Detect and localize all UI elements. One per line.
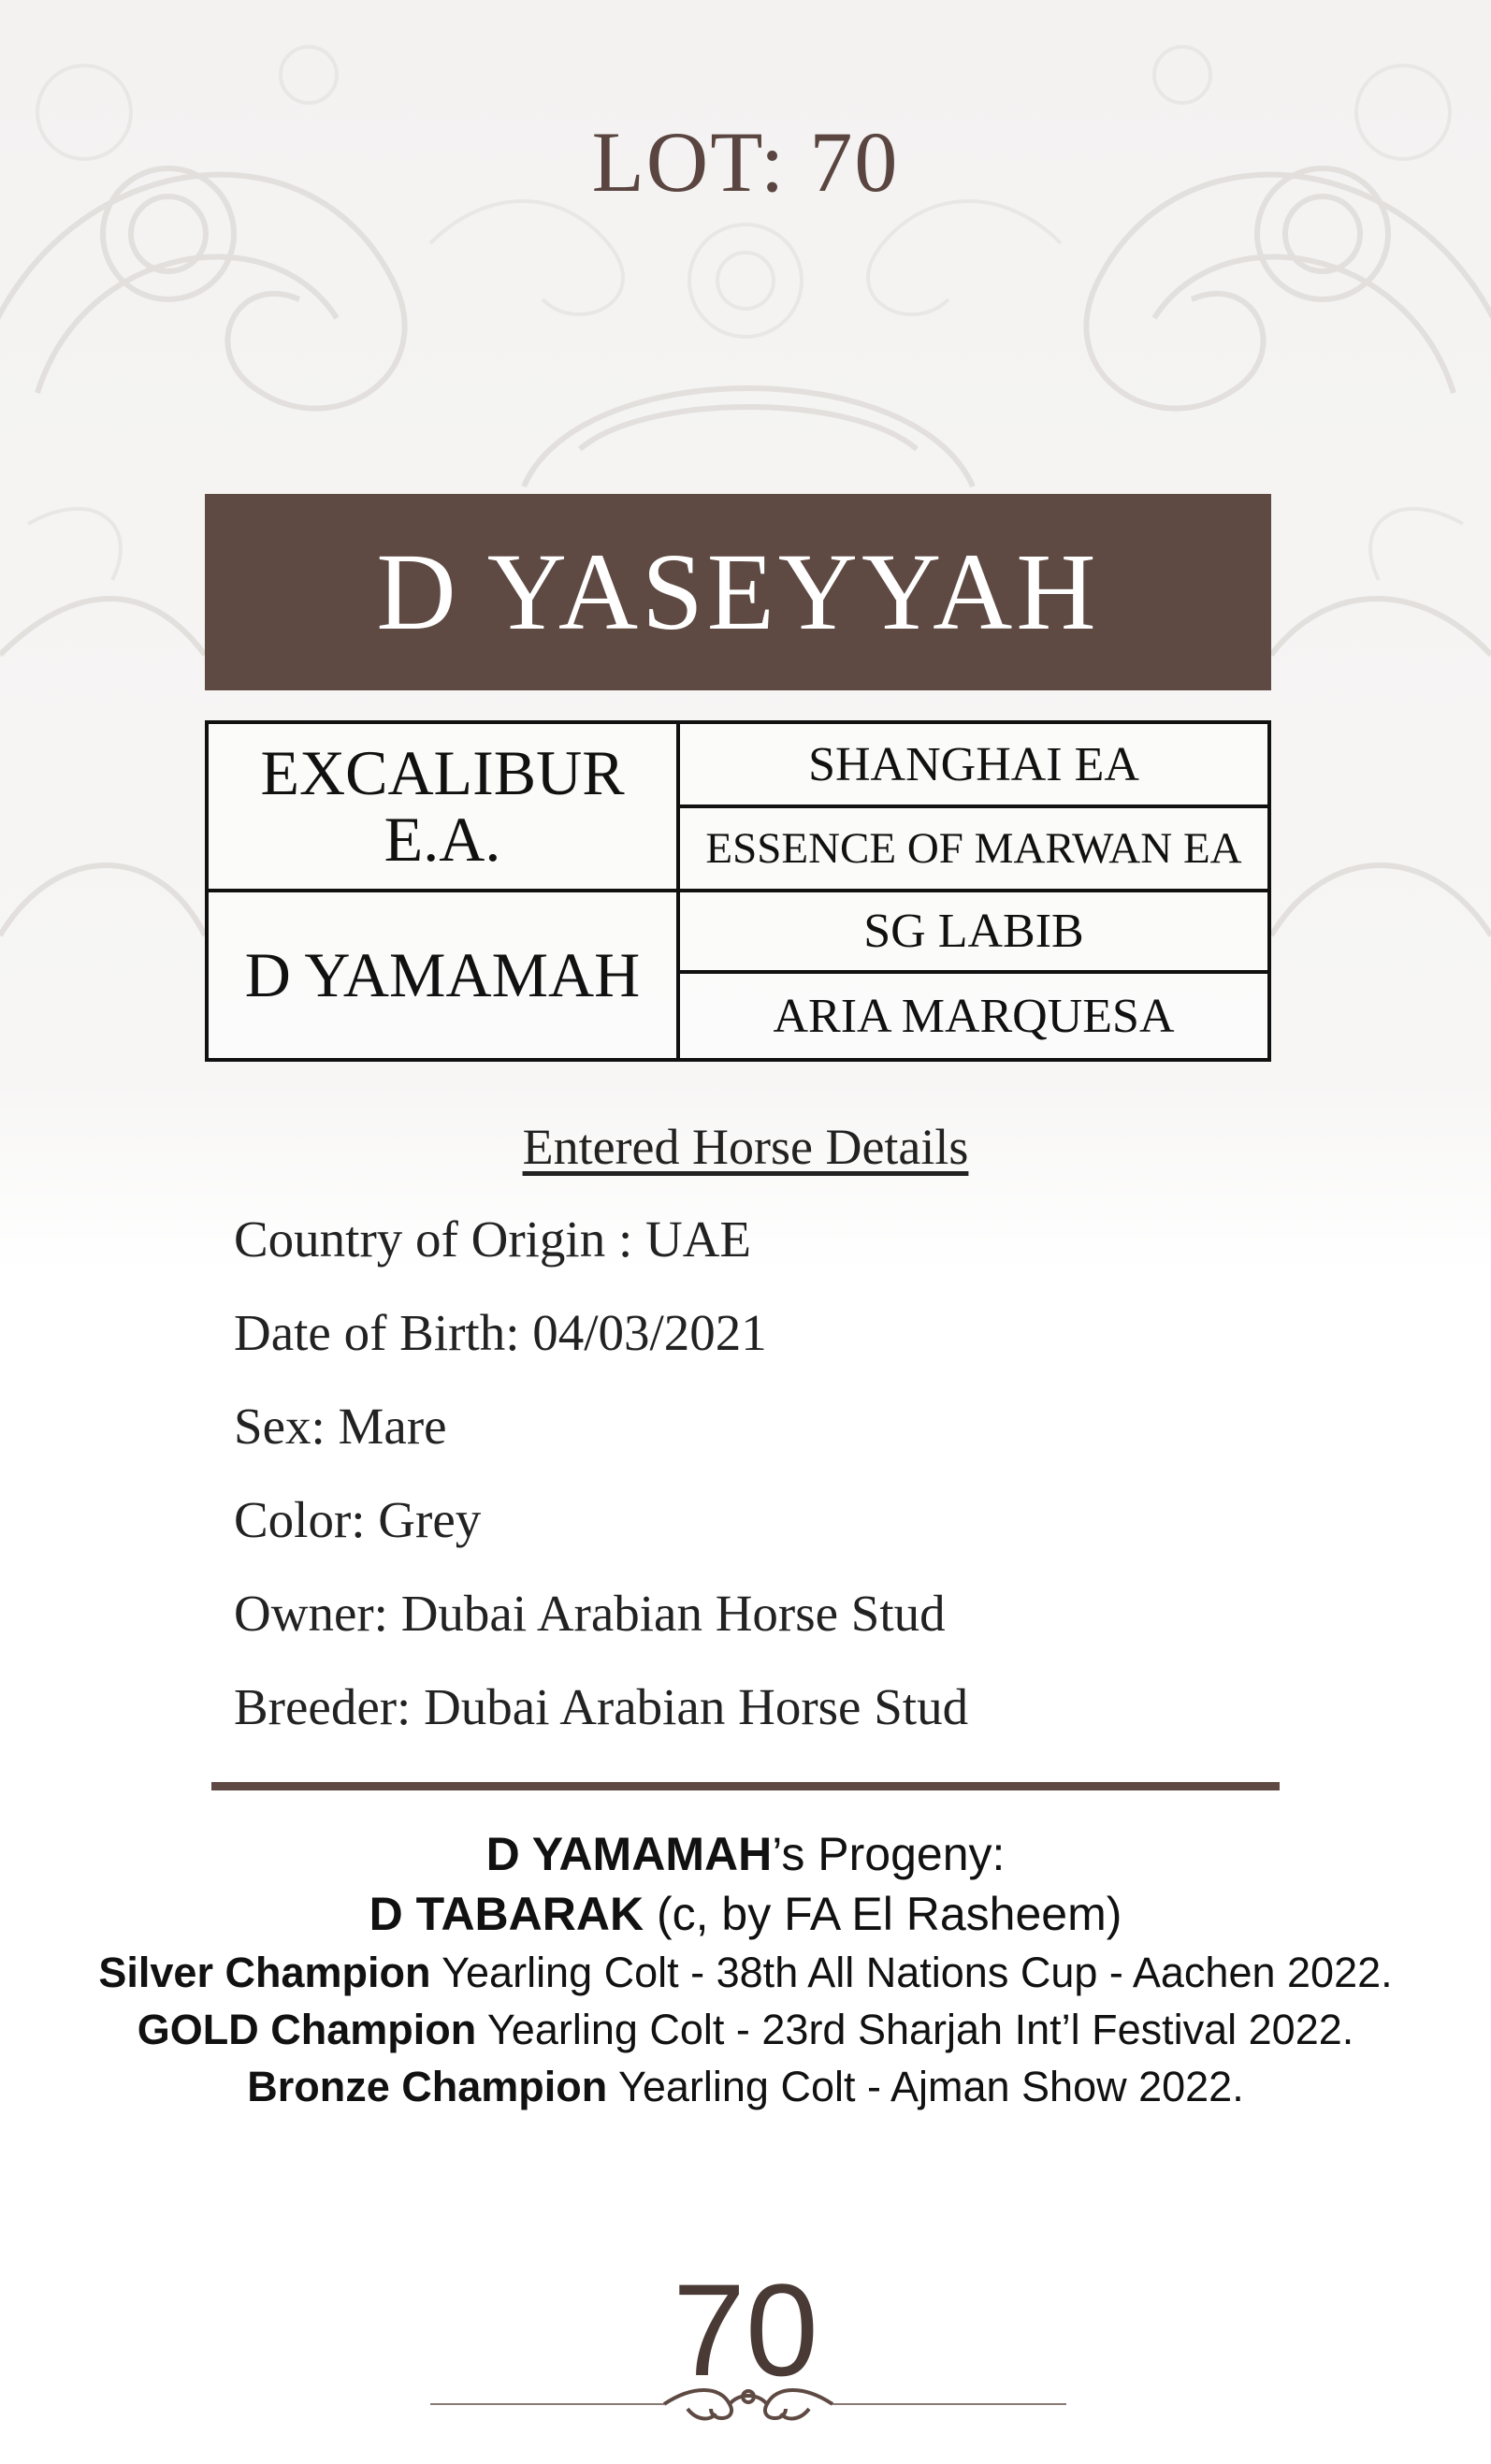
section-divider xyxy=(211,1782,1280,1790)
award-title: Silver Champion xyxy=(98,1949,431,1996)
dam-cell: D YAMAMAH xyxy=(244,938,641,1010)
sire-sire-cell: SHANGHAI EA xyxy=(680,724,1267,808)
progeny-heading xyxy=(0,1824,1491,1884)
detail-color: Color: Grey xyxy=(234,1491,482,1548)
progeny-section xyxy=(0,1824,1491,2115)
award-line xyxy=(0,1944,1491,2001)
award-line xyxy=(0,2058,1491,2115)
detail-birth-date: Date of Birth: 04/03/2021 xyxy=(234,1304,767,1361)
dam-dam-cell: ARIA MARQUESA xyxy=(773,989,1175,1043)
detail-sex: Sex: Mare xyxy=(234,1398,447,1455)
award-title: Bronze Champion xyxy=(247,2063,608,2110)
progeny-dam-name: D YAMAMAH xyxy=(485,1828,773,1880)
horse-name: D YASEYYAH xyxy=(376,530,1100,653)
progeny-foal-note: (c, by FA El Rasheem) xyxy=(644,1888,1122,1940)
detail-owner: Owner: Dubai Arabian Horse Stud xyxy=(234,1585,946,1642)
award-text: Yearling Colt - Ajman Show 2022. xyxy=(607,2063,1244,2110)
page-number: 70 xyxy=(673,2256,818,2403)
award-text: Yearling Colt - 38th All Nations Cup - Aachen 2022. xyxy=(430,1949,1393,1996)
sire-dam-cell: ESSENCE OF MARWAN EA xyxy=(680,808,1267,892)
award-line xyxy=(0,2001,1491,2058)
sire-cell: EXCALIBUR E.A. xyxy=(209,724,676,892)
progeny-foal-name: D TABARAK xyxy=(369,1888,644,1940)
horse-name-banner xyxy=(205,494,1271,690)
detail-country: Country of Origin : UAE xyxy=(234,1210,752,1268)
flourish-divider-icon xyxy=(430,2376,1066,2432)
dam-sire-cell: SG LABIB xyxy=(680,892,1267,974)
detail-breeder: Breeder: Dubai Arabian Horse Stud xyxy=(234,1678,969,1735)
progeny-foal xyxy=(0,1884,1491,1944)
details-list xyxy=(234,1207,968,1768)
award-title: GOLD Champion xyxy=(137,2006,477,2053)
lot-title: LOT: 70 xyxy=(591,114,900,210)
pedigree-table xyxy=(205,720,1271,1062)
progeny-heading-suffix: ’s Progeny: xyxy=(772,1828,1006,1880)
details-heading: Entered Horse Details xyxy=(522,1119,969,1175)
award-text: Yearling Colt - 23rd Sharjah Int’l Festival 2022. xyxy=(476,2006,1354,2053)
